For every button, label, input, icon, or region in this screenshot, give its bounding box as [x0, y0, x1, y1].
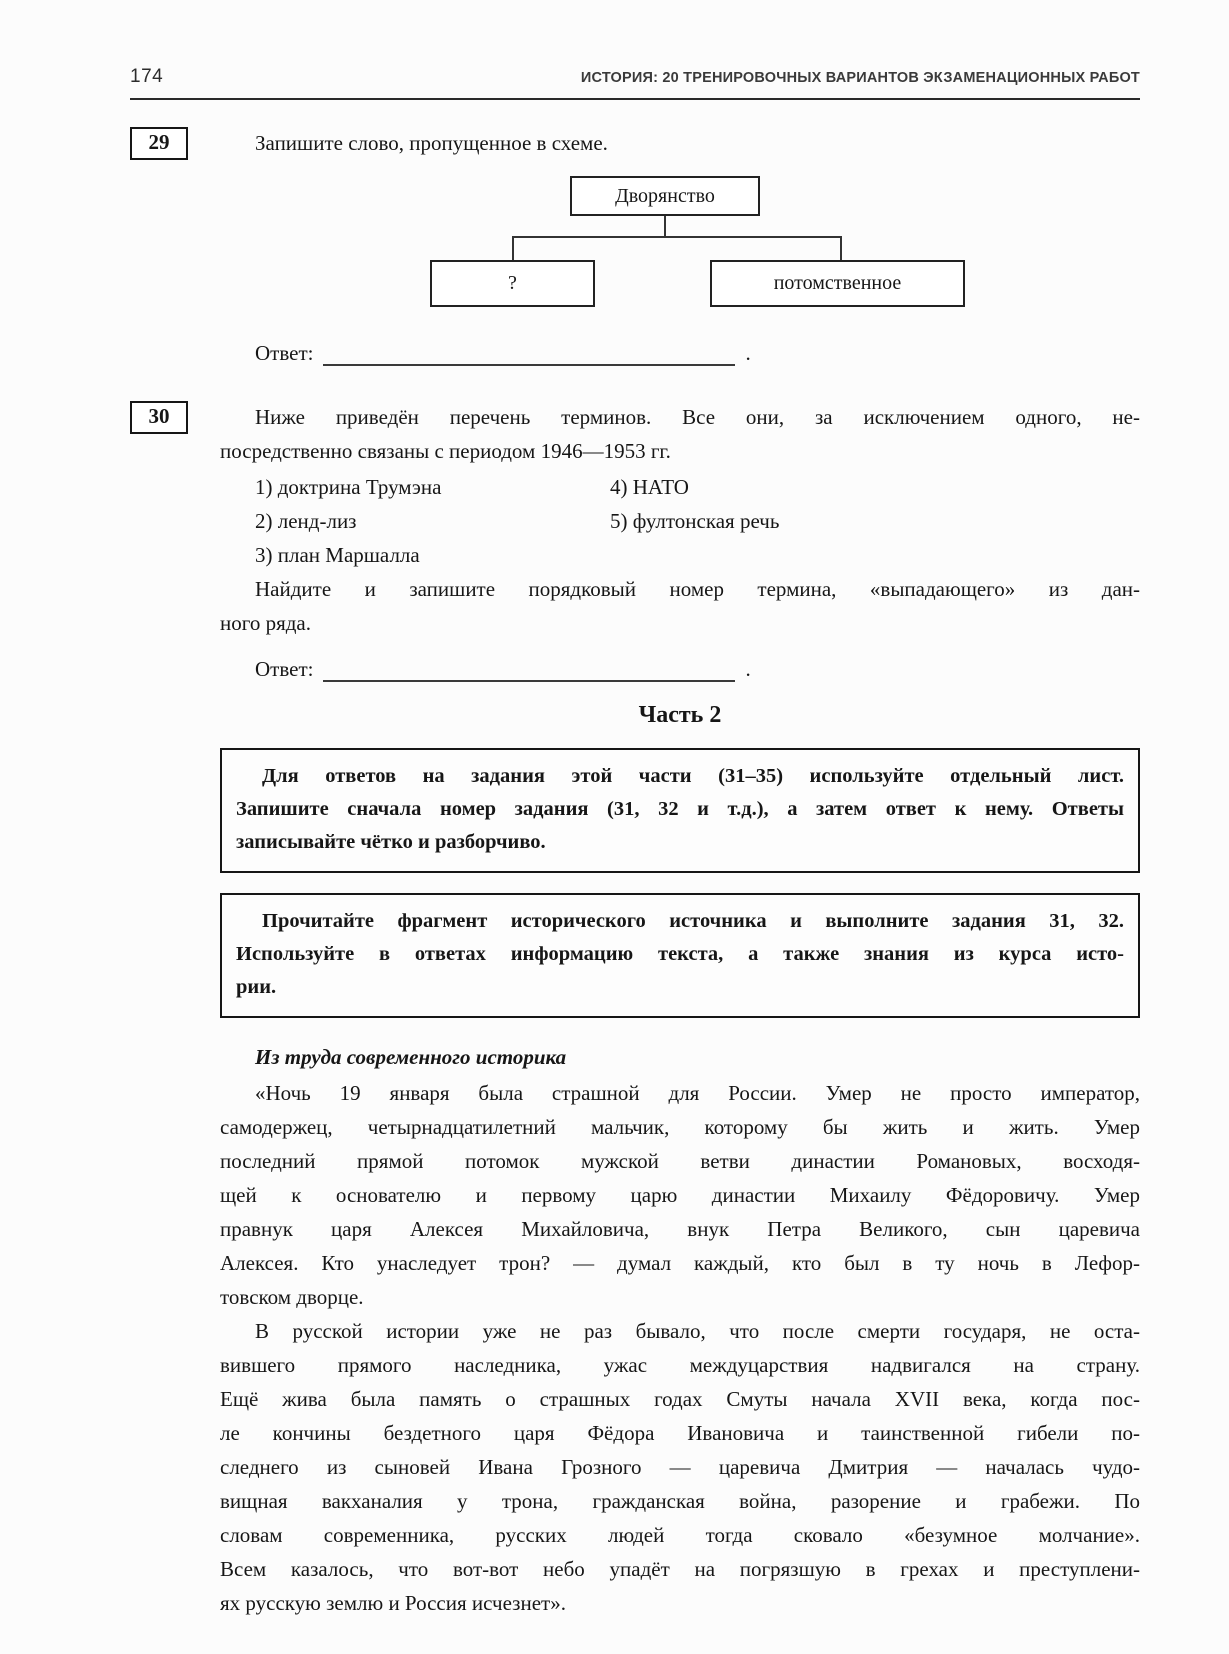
org-chart: [220, 176, 1140, 324]
answer-row-29: [255, 340, 1140, 366]
question-30: [148, 400, 1140, 682]
text-line: посредственно связаны с периодом 1946—1953 гг.: [220, 439, 671, 463]
text-line: самодержец, четырнадцатилетний мальчик, которому бы жить и жить. Умер: [220, 1115, 1140, 1139]
text-line: Ниже приведён перечень терминов. Все они, за исключением одного, не-: [255, 405, 1140, 429]
answer-period: .: [745, 341, 751, 365]
text-line: ях русскую землю и Россия исчезнет».: [220, 1591, 566, 1615]
part-2-instructions-box: [220, 748, 1140, 873]
text-line: товском дворце.: [220, 1285, 364, 1309]
question-29-prompt: Запишите слово, пропущенное в схеме.: [255, 131, 608, 155]
text-line: рии.: [236, 976, 277, 998]
answer-blank-line: [323, 340, 735, 366]
text-line: Всем казалось, что вот-вот небо упадёт на погрязшую в грехах и преступлени-: [220, 1557, 1140, 1581]
source-paragraph-1: [220, 1076, 1140, 1314]
source-instructions-box: [220, 893, 1140, 1018]
option-item: 5) фултонская речь: [610, 509, 780, 533]
text-line: В русской истории уже не раз бывало, что после смерти государя, не оста-: [255, 1319, 1140, 1343]
chart-branch-line: [512, 236, 842, 262]
text-line: записывайте чётко и разборчиво.: [236, 831, 546, 853]
text-line: «Ночь 19 января была страшной для России. Умер не просто император,: [255, 1081, 1140, 1105]
option-item: 2) ленд-лиз: [255, 509, 357, 533]
page-number: 174: [130, 66, 164, 87]
question-29-number-box: 29: [130, 127, 188, 160]
question-30-number-box: 30: [130, 401, 188, 434]
chart-root-box: Дворянство: [570, 176, 760, 216]
answer-label: Ответ:: [255, 341, 314, 365]
option-item: 1) доктрина Трумэна: [255, 475, 442, 499]
option-item: 4) НАТО: [610, 475, 689, 499]
answer-blank-line: [323, 656, 735, 682]
text-line: Ещё жива была память о страшных годах Смуты начала XVII века, когда пос-: [220, 1387, 1140, 1411]
chart-right-box: потомственное: [710, 260, 965, 307]
question-29: [148, 126, 1140, 366]
text-line: следнего из сыновей Ивана Грозного — царевича Дмитрия — началась чудо-: [220, 1455, 1140, 1479]
text-line: последний прямой потомок мужской ветви династии Романовых, восходя-: [220, 1149, 1140, 1173]
text-line: Используйте в ответах информацию текста, а также знания из курса исто-: [236, 943, 1124, 965]
options-column-1: [255, 470, 610, 572]
text-line: вившего прямого наследника, ужас междуцарствия надвигался на страну.: [220, 1353, 1140, 1377]
chart-left-box: ?: [430, 260, 595, 307]
chart-stem-line: [664, 216, 666, 236]
answer-period: .: [745, 657, 751, 681]
page-header: [130, 66, 1140, 88]
text-line: щей к основателю и первому царю династии Михаилу Фёдоровичу. Умер: [220, 1183, 1140, 1207]
source-heading: Из труда современного историка: [255, 1045, 567, 1069]
part-2-title: Часть 2: [638, 702, 722, 728]
answer-row-30: [255, 656, 1140, 682]
options-column-2: [610, 470, 779, 572]
header-rule: [130, 98, 1140, 100]
text-line: Для ответов на задания этой части (31–35) используйте отдельный лист.: [262, 765, 1124, 787]
running-title: ИСТОРИЯ: 20 ТРЕНИРОВОЧНЫХ ВАРИАНТОВ ЭКЗАМЕНАЦИОННЫХ РАБОТ: [580, 70, 1140, 86]
text-line: Найдите и запишите порядковый номер термина, «выпадающего» из дан-: [255, 577, 1140, 601]
part-2-section: [220, 700, 1140, 1620]
answer-label: Ответ:: [255, 657, 314, 681]
option-item: 3) план Маршалла: [255, 543, 420, 567]
text-line: ле кончины бездетного царя Фёдора Ивановича и таинственной гибели по-: [220, 1421, 1140, 1445]
text-line: словам современника, русских людей тогда сковало «безумное молчание».: [220, 1523, 1140, 1547]
text-line: правнук царя Алексея Михайловича, внук Петра Великого, сын царевича: [220, 1217, 1140, 1241]
source-paragraph-2: [220, 1314, 1140, 1620]
text-line: Запишите сначала номер задания (31, 32 и т.д.), а затем ответ к нему. Ответы: [236, 798, 1124, 820]
options-list: [255, 470, 1140, 572]
text-line: ного ряда.: [220, 611, 311, 635]
text-line: Прочитайте фрагмент исторического источника и выполните задания 31, 32.: [262, 910, 1124, 932]
text-line: Алексея. Кто унаследует трон? — думал каждый, кто был в ту ночь в Лефор-: [220, 1251, 1140, 1275]
text-line: вищная вакханалия у трона, гражданская война, разорение и грабежи. По: [220, 1489, 1140, 1513]
